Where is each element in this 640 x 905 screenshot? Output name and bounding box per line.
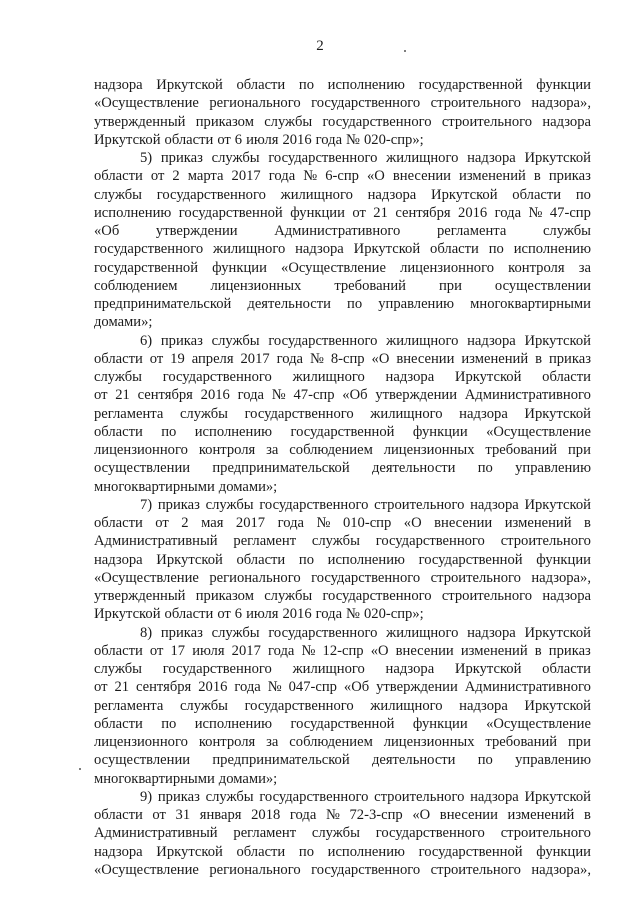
text-line: 5) приказ службы государственного жилищного надзора Иркутской <box>140 150 591 166</box>
text-line: домами»; <box>94 314 153 331</box>
text-line: государственной функции «Осуществление лицензионного контроля за <box>94 259 591 276</box>
text-line: 7) приказ службы государственного строительного надзора Иркутской <box>140 496 591 513</box>
text-line: государственного жилищного надзора Иркутской области по исполнению <box>94 241 591 258</box>
text-line: осуществлении предпринимательской деятельности по управлению <box>94 752 591 769</box>
text-line: области по исполнению государственной функции «Осуществление <box>94 715 591 732</box>
text-line: надзора Иркутской области по исполнению государственной функции <box>94 77 591 93</box>
text-line: области от 2 марта 2017 года № 6-спр «О внесении изменений в приказ <box>94 168 591 185</box>
text-line: многоквартирными домами»; <box>94 478 278 495</box>
text-line: области от 19 апреля 2017 года № 8-спр «О внесении изменений в приказ <box>94 350 591 367</box>
text-line: надзора Иркутской области по исполнению государственной функции <box>94 551 591 568</box>
text-line: области от 17 июля 2017 года № 12-спр «О внесении изменений в приказ <box>94 642 591 659</box>
text-line: 6) приказ службы государственного жилищного надзора Иркутской <box>140 332 591 349</box>
text-line: от 21 сентября 2016 года № 47-спр «Об утверждении Административного <box>94 387 591 404</box>
text-line: Иркутской области от 6 июля 2016 года № 020-спр»; <box>94 606 424 623</box>
text-line: лицензионного контроля за соблюдением лицензионных требований при <box>94 734 591 750</box>
text-line: регламента службы государственного жилищного надзора Иркутской <box>94 697 591 714</box>
document-body-text <box>94 76 591 879</box>
text-line: утвержденный приказом службы государственного строительного надзора <box>94 588 591 604</box>
text-line: исполнению государственной функции от 21 сентября 2016 года № 47-спр <box>94 204 591 221</box>
text-line: области от 2 мая 2017 года № 010-спр «О внесении изменений в <box>94 515 591 531</box>
text-line: области от 31 января 2018 года № 72-3-спр «О внесении изменений в <box>94 807 591 823</box>
text-line: 9) приказ службы государственного строительного надзора Иркутской <box>140 788 591 805</box>
text-line: «Осуществление регионального государственного строительного надзора», <box>94 569 591 586</box>
text-line: регламента службы государственного жилищного надзора Иркутской <box>94 405 591 422</box>
text-line: «Осуществление регионального государственного строительного надзора», <box>94 861 591 878</box>
text-line: лицензионного контроля за соблюдением лицензионных требований при <box>94 442 591 458</box>
text-line: предпринимательской деятельности по управлению многоквартирными <box>94 296 591 312</box>
text-line: утвержденный приказом службы государственного строительного надзора <box>94 113 591 130</box>
text-line: Административный регламент службы государственного строительного <box>94 825 591 842</box>
text-line: Иркутской области от 6 июля 2016 года № 020-спр»; <box>94 131 424 148</box>
text-line: Административный регламент службы государственного строительного <box>94 533 591 550</box>
text-line: 8) приказ службы государственного жилищного надзора Иркутской <box>140 624 591 641</box>
text-line: «Осуществление регионального государственного строительного надзора», <box>94 95 591 112</box>
text-line: области по исполнению государственной функции «Осуществление <box>94 423 591 440</box>
text-line: службы государственного жилищного надзора Иркутской области по <box>94 186 591 203</box>
scan-speck <box>79 768 81 770</box>
text-line: соблюдением лицензионных требований при осуществлении <box>94 277 591 294</box>
page-number: 2 <box>316 38 324 54</box>
text-line: службы государственного жилищного надзора Иркутской области <box>94 661 591 677</box>
text-line: «Об утверждении Административного регламента службы <box>94 223 591 239</box>
text-line: осуществлении предпринимательской деятельности по управлению <box>94 460 591 477</box>
scan-speck <box>404 50 406 52</box>
text-line: от 21 сентября 2016 года № 047-спр «Об утверждении Административного <box>94 679 591 696</box>
text-line: надзора Иркутской области по исполнению государственной функции <box>94 843 591 860</box>
text-line: многоквартирными домами»; <box>94 770 278 787</box>
text-line: службы государственного жилищного надзора Иркутской области <box>94 369 591 385</box>
